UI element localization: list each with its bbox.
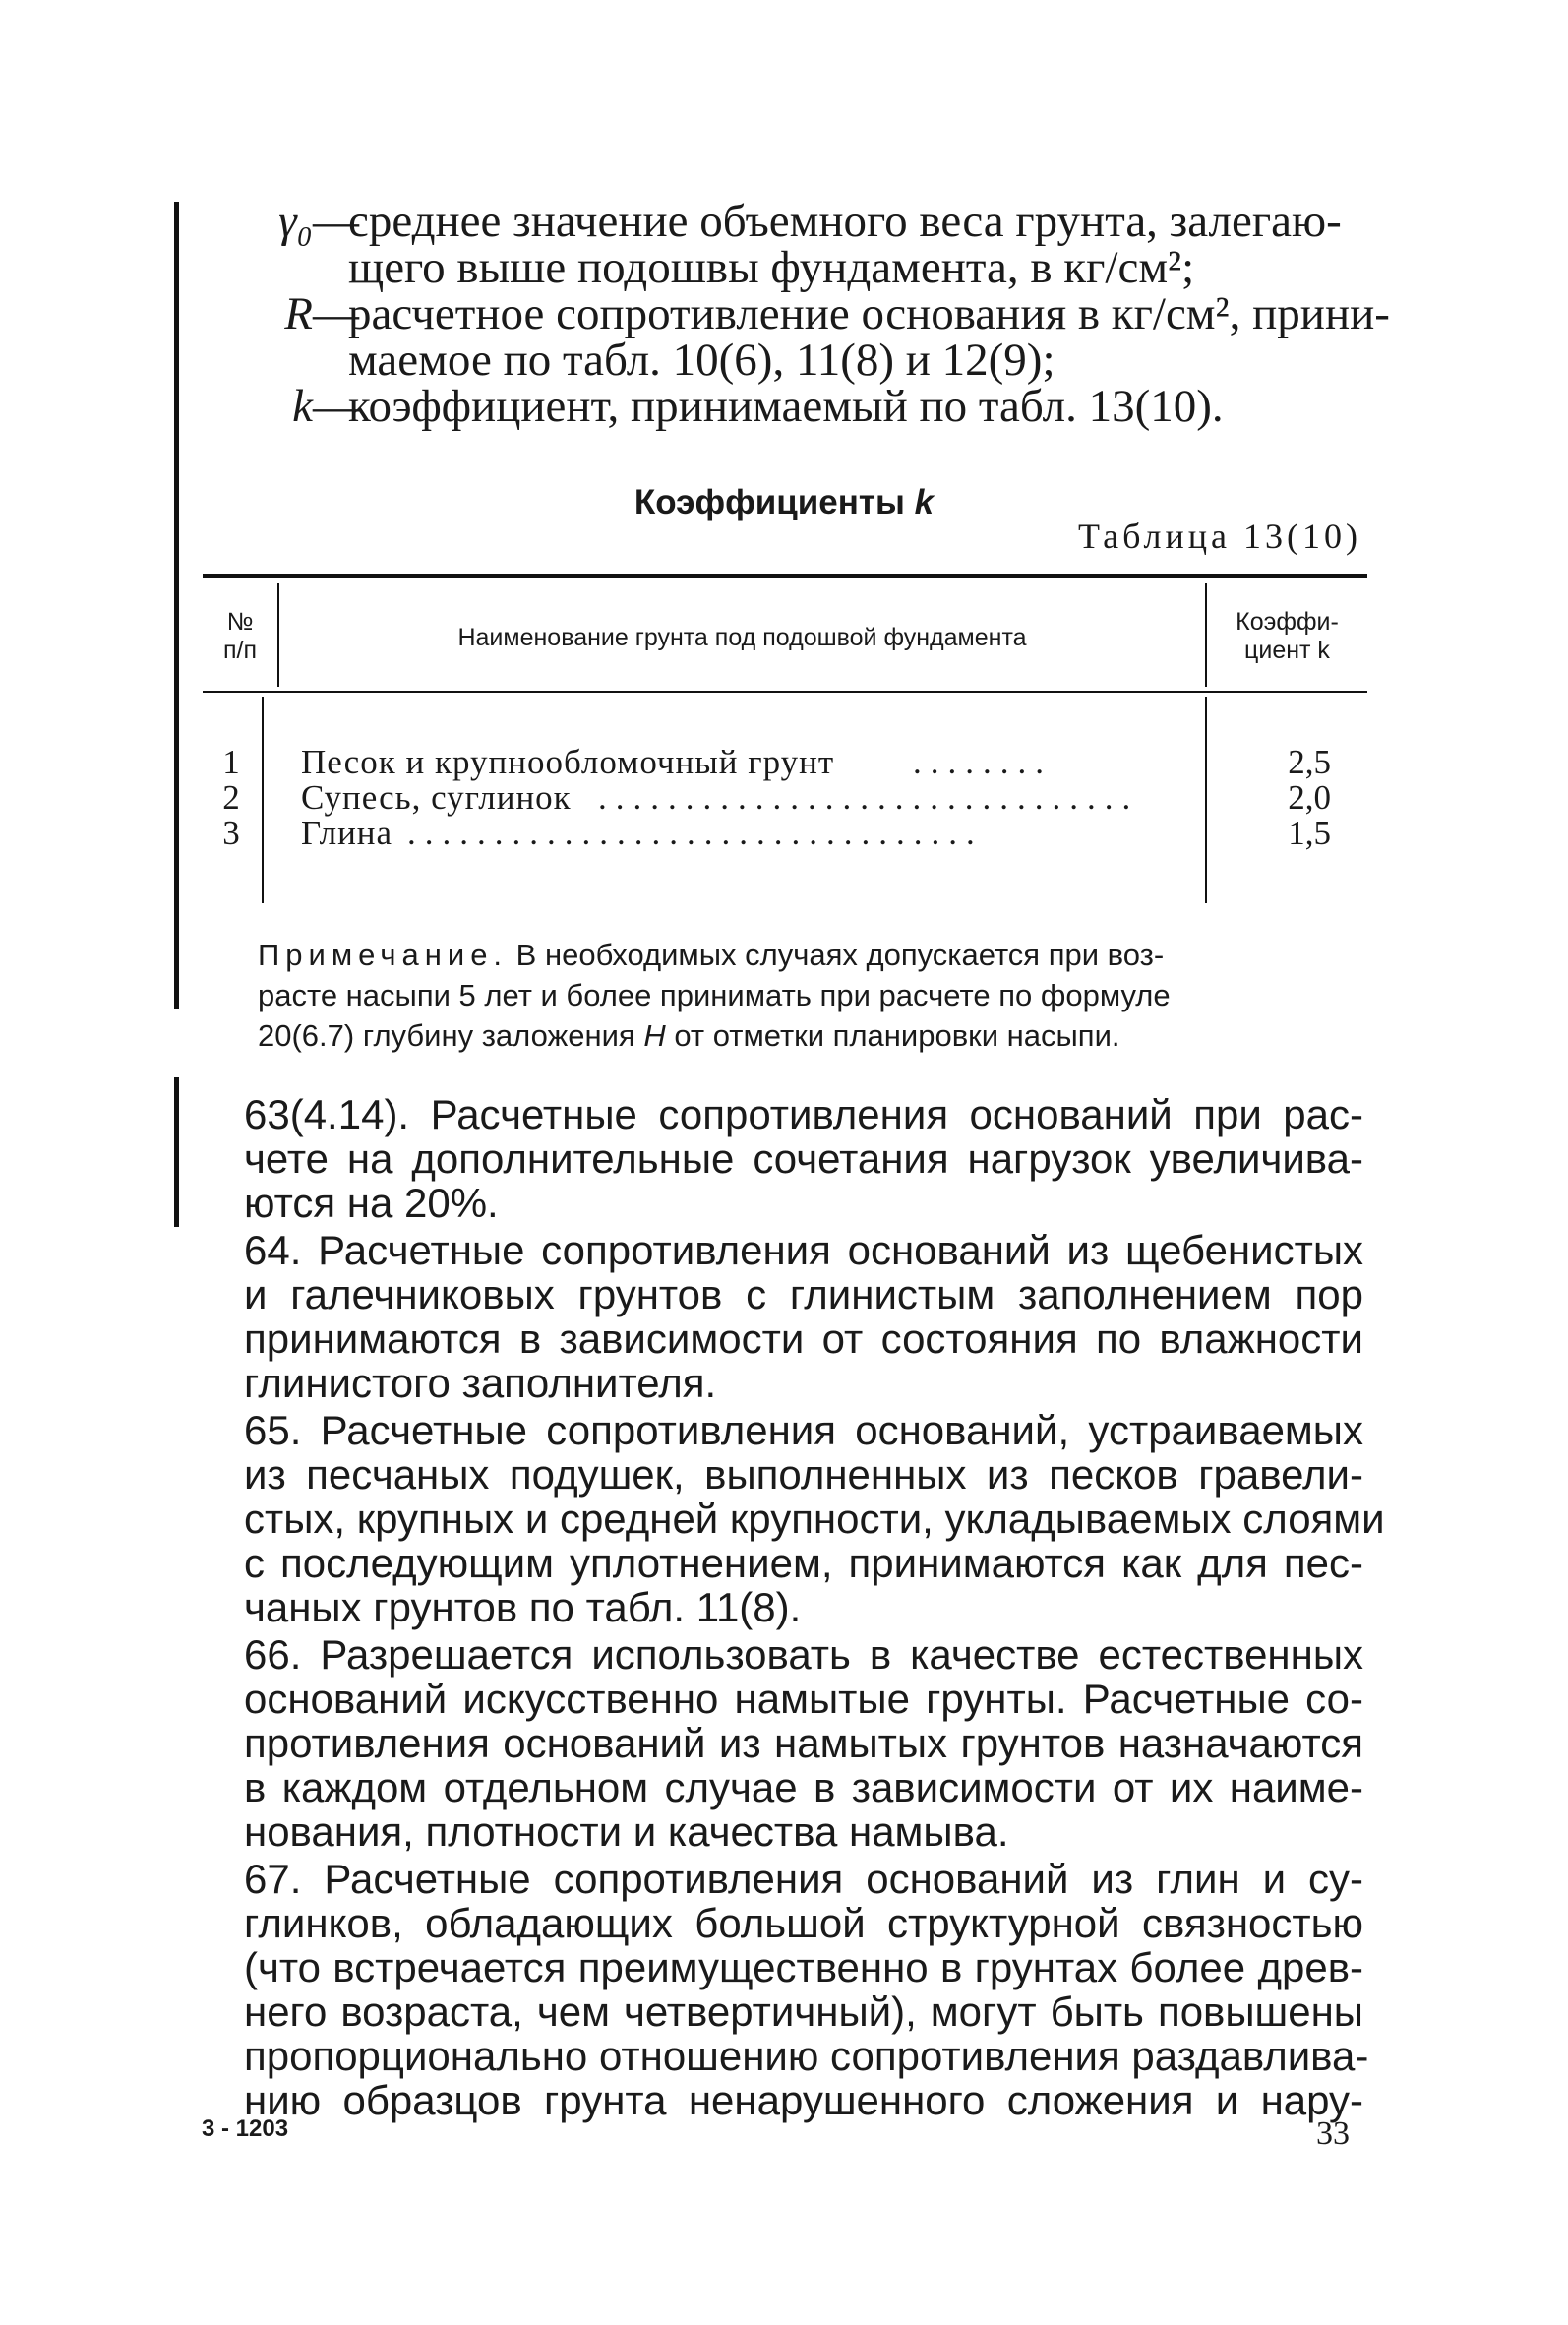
- paragraph-line: пропорционально отношению сопротивления раздавлива-: [244, 2033, 1369, 2079]
- table-title-text: Коэффициенты: [633, 483, 905, 521]
- table-header-rule: [203, 691, 1367, 693]
- table-note: [258, 935, 1359, 1056]
- body-divider-right: [1205, 697, 1207, 903]
- definition-k: [234, 381, 1365, 432]
- symbol-r: R: [284, 288, 313, 339]
- paragraph-line: 65. Расчетные сопротивления оснований, устраиваемых: [244, 1407, 1363, 1453]
- row-number: 2: [222, 778, 240, 817]
- paragraph-line: и галечниковых грунтов с глинистым заполнением пор: [244, 1271, 1363, 1317]
- note-text: В необходимых случаях допускается при воз-: [515, 938, 1165, 972]
- row-leader-dots: .................................: [407, 814, 984, 852]
- paragraph-line: нования, плотности и качества намыва.: [244, 1808, 1009, 1855]
- header-soil-name: Наименование грунта под подошвой фундамента: [457, 624, 1027, 651]
- print-signature: 3 - 1203: [202, 2115, 289, 2142]
- definition-dash: —: [313, 381, 359, 432]
- paragraph-line: глинков, обладающих большой структурной связностью: [244, 1900, 1363, 1946]
- paragraph-line: глинистого заполнителя.: [244, 1360, 717, 1406]
- paragraph-67: [242, 1856, 1369, 2123]
- definition-dash: —: [313, 196, 359, 247]
- paragraph-line: из песчаных подушек, выполненных из песков гравели-: [244, 1451, 1363, 1498]
- paragraph-line: 67. Расчетные сопротивления оснований из глин и су-: [244, 1856, 1363, 1902]
- paragraph-line: нию образцов грунта ненарушенного сложения и нару-: [244, 2077, 1363, 2123]
- paragraph-line: 64. Расчетные сопротивления оснований из щебенистых: [244, 1227, 1363, 1273]
- definition-gamma: [234, 196, 1365, 247]
- note-text: расте насыпи 5 лет и более принимать при расчете по формуле: [258, 978, 1171, 1012]
- header-number: [203, 608, 277, 665]
- row-value: 2,5: [1288, 743, 1331, 781]
- header-coefficient-line: Коэффи-: [1236, 608, 1339, 636]
- table-top-rule: [203, 574, 1367, 578]
- paragraph-line: противления оснований из намытых грунтов назначаются: [244, 1720, 1363, 1766]
- paragraph-line: (что встречается преимущественно в грунтах более древ-: [244, 1944, 1363, 1990]
- row-name: Песок и крупнообломочный грунт: [301, 743, 835, 781]
- definition-text: среднее значение объемного веса грунта, залегаю-: [348, 196, 1342, 247]
- margin-bar-top: [174, 202, 179, 1009]
- row-name: Глина: [301, 814, 393, 852]
- paragraph-64: [242, 1228, 1363, 1405]
- row-name: Супесь, суглинок: [301, 778, 572, 817]
- definition-text: щего выше подошвы фундамента, в кг/см²;: [348, 242, 1195, 293]
- paragraph-66: [242, 1632, 1363, 1854]
- margin-bar-lower: [174, 1077, 179, 1227]
- paragraph-line: чете на дополнительные сочетания нагрузок увеличива-: [244, 1135, 1363, 1182]
- paragraph-line: стых, крупных и средней крупности, укладываемых слоями: [244, 1496, 1385, 1542]
- definition-continuation: [234, 337, 1365, 384]
- table-number: Таблица 13(10): [1078, 517, 1361, 556]
- header-coefficient-line: циент k: [1244, 637, 1330, 664]
- definition-text: коэффициент, принимаемый по табл. 13(10).: [348, 381, 1224, 432]
- definition-text: расчетное сопротивление основания в кг/см², прини-: [348, 288, 1390, 339]
- definition-dash: —: [313, 288, 359, 339]
- paragraph-line: чаных грунтов по табл. 11(8).: [244, 1584, 802, 1630]
- paragraph-line: в каждом отдельном случае в зависимости от их наиме-: [244, 1764, 1363, 1810]
- definition-continuation: [234, 242, 1365, 293]
- symbol-gamma: γ₀: [278, 196, 313, 247]
- paragraph-line: 63(4.14). Расчетные сопротивления оснований при рас-: [244, 1091, 1363, 1137]
- header-number-line: №: [226, 608, 254, 636]
- row-value: 2,0: [1288, 778, 1331, 817]
- definition-r: [234, 288, 1390, 339]
- body-text: [242, 1091, 1385, 2125]
- body-divider-left: [262, 697, 264, 903]
- table-title-symbol: k: [914, 483, 935, 521]
- definition-text: маемое по табл. 10(6), 11(8) и 12(9);: [348, 335, 1055, 386]
- definitions-list: [234, 196, 1390, 432]
- paragraph-line: оснований искусственно намытые грунты. Расчетные со-: [244, 1676, 1363, 1722]
- header-number-line: п/п: [222, 637, 258, 664]
- row-number: 3: [222, 814, 240, 852]
- header-coefficient: [1207, 608, 1367, 665]
- row-leader-dots: ...............................: [598, 778, 1140, 817]
- page-number: 33: [1316, 2115, 1350, 2152]
- paragraph-line: ются на 20%.: [244, 1180, 499, 1226]
- note-lead: Примечание.: [258, 938, 509, 972]
- row-number: 1: [222, 743, 240, 781]
- note-text: 20(6.7) глубину заложения: [258, 1018, 635, 1053]
- paragraph-line: него возраста, чем четвертичный), могут быть повышены: [244, 1988, 1363, 2035]
- row-leader-dots: ........: [913, 743, 1053, 781]
- note-text: от отметки планировки насыпи.: [674, 1018, 1120, 1053]
- paragraph-line: с последующим уплотнением, принимаются как для пес-: [244, 1540, 1363, 1586]
- paragraph-line: 66. Разрешается использовать в качестве естественных: [244, 1631, 1363, 1678]
- paragraph-65: [242, 1407, 1385, 1630]
- paragraph-63: [242, 1092, 1363, 1225]
- note-symbol: H: [643, 1018, 666, 1053]
- row-value: 1,5: [1288, 814, 1331, 852]
- symbol-k: k: [292, 381, 313, 432]
- paragraph-line: принимаются в зависимости от состояния по влажности: [244, 1315, 1363, 1362]
